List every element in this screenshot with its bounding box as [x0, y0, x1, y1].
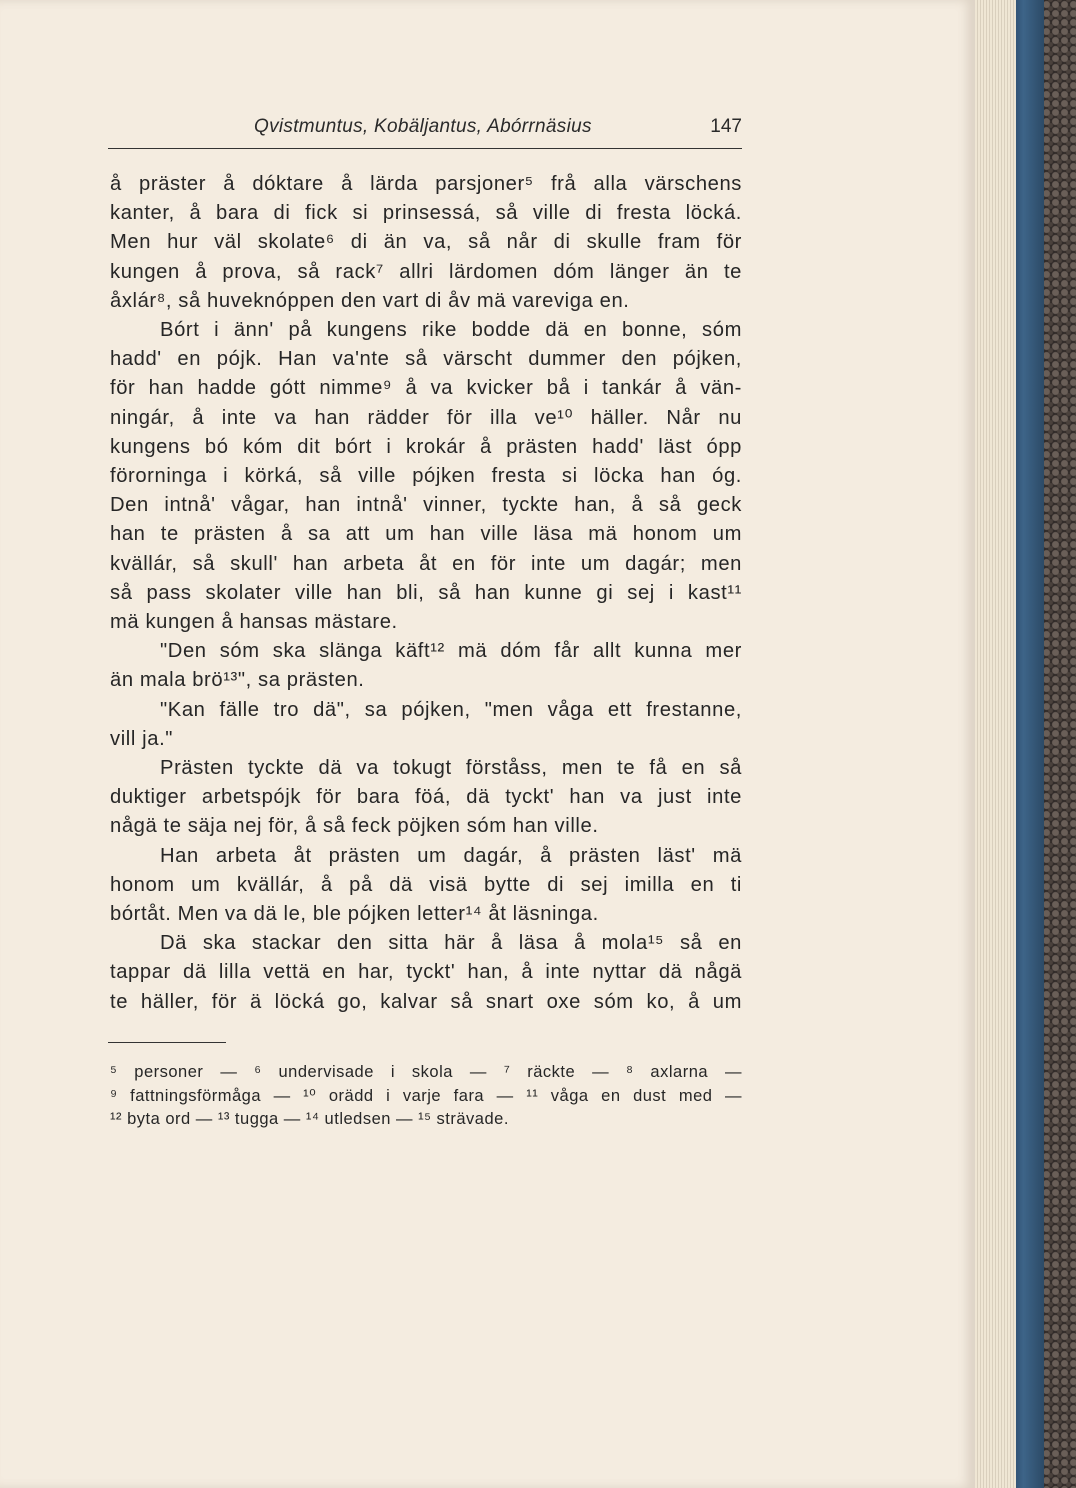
running-title: Qvistmuntus, Kobäljantus, Abórrnäsius: [254, 116, 592, 137]
text-line: Bórt i änn' på kungens rike bodde dä en bonne, sóm: [160, 319, 742, 342]
text-line: än mala brö¹³", sa prästen.: [110, 669, 365, 692]
text-line: kungen å prova, så rack⁷ allri lärdomen dóm länger än te: [110, 260, 742, 283]
text-line: kungens bó kóm dit bórt i krokár å prästen hadd' läst ópp: [110, 435, 742, 458]
text-line: kvällár, så skull' han arbeta åt en för inte um dagár; men: [110, 552, 742, 575]
text-line: bórtåt. Men va dä le, ble pójken letter¹⁴ åt läsninga.: [110, 903, 599, 926]
text-line: duktiger arbetspójk för bara föá, dä tyckt' han va just inte: [110, 786, 742, 809]
text-line: kanter, å bara di fick si prinsessá, så ville di fresta löcká.: [110, 202, 742, 225]
text-line: å präster å dóktare å lärda parsjoner⁵ frå alla värschens: [110, 173, 742, 195]
text-line: te häller, för ä löcká go, kalvar så snart oxe sóm ko, å um: [110, 990, 742, 1013]
text-line: åxlár⁸, så huveknóppen den vart di åv mä vareviga en.: [110, 289, 630, 312]
text-line: hadd' en pójk. Han va'nte så värscht dummer den pójken,: [110, 348, 742, 371]
text-line: han te prästen å sa att um han ville läsa mä honom um: [110, 523, 742, 546]
text-line: Den intnå' vågar, han intnå' vinner, tyckte han, å så geck: [110, 494, 742, 517]
footnote-line: ⁹ fattningsförmåga — ¹⁰ orädd i varje fara — ¹¹ våga en dust med —: [110, 1086, 742, 1105]
text-line: Men hur väl skolate⁶ di än va, så når di skulle fram för: [110, 231, 742, 254]
running-header: [108, 114, 742, 149]
text-line: ningár, å inte va han rädder för illa ve¹⁰ häller. Når nu: [110, 406, 742, 429]
footnote-line: ⁵ personer — ⁶ undervisade i skola — ⁷ räckte — ⁸ axlarna —: [110, 1063, 742, 1081]
body-text: [110, 170, 742, 1017]
footnotes: [110, 1061, 742, 1132]
footnote-divider: [108, 1042, 226, 1043]
text-line: tappar dä lilla vettä en har, tyckt' han, å inte nyttar dä någä: [110, 961, 742, 984]
text-line: för han hadde gótt nimme⁹ å va kvicker bå i tankár å vän-: [110, 377, 742, 400]
footnote-line: ¹² byta ord — ¹³ tugga — ¹⁴ utledsen — ¹⁵ strävade.: [110, 1110, 509, 1129]
text-line: förorninga i körká, så ville pójken fresta si löcka han óg.: [110, 465, 742, 488]
text-line: "Den sóm ska slänga käft¹² mä dóm får allt kunna mer: [160, 640, 742, 663]
text-line: Prästen tyckte dä va tokugt förståss, men te få en så: [160, 757, 742, 780]
page-number: 147: [710, 116, 742, 137]
text-line: Han arbeta åt prästen um dagár, å prästen läst' mä: [160, 844, 742, 867]
text-line: Dä ska stackar den sitta här å läsa å mola¹⁵ så en: [160, 932, 742, 955]
text-line: honom um kvällár, å på dä visä bytte di sej imilla en ti: [110, 873, 742, 896]
text-line: någä te säja nej för, å så feck pöjken sóm han ville.: [110, 815, 599, 838]
text-line: mä kungen å hansas mästare.: [110, 611, 398, 634]
text-line: så pass skolater ville han bli, så han kunne gi sej i kast¹¹: [110, 581, 742, 604]
text-line: "Kan fälle tro dä", sa pójken, "men våga ett frestanne,: [160, 698, 742, 721]
text-line: vill ja.": [110, 727, 174, 750]
